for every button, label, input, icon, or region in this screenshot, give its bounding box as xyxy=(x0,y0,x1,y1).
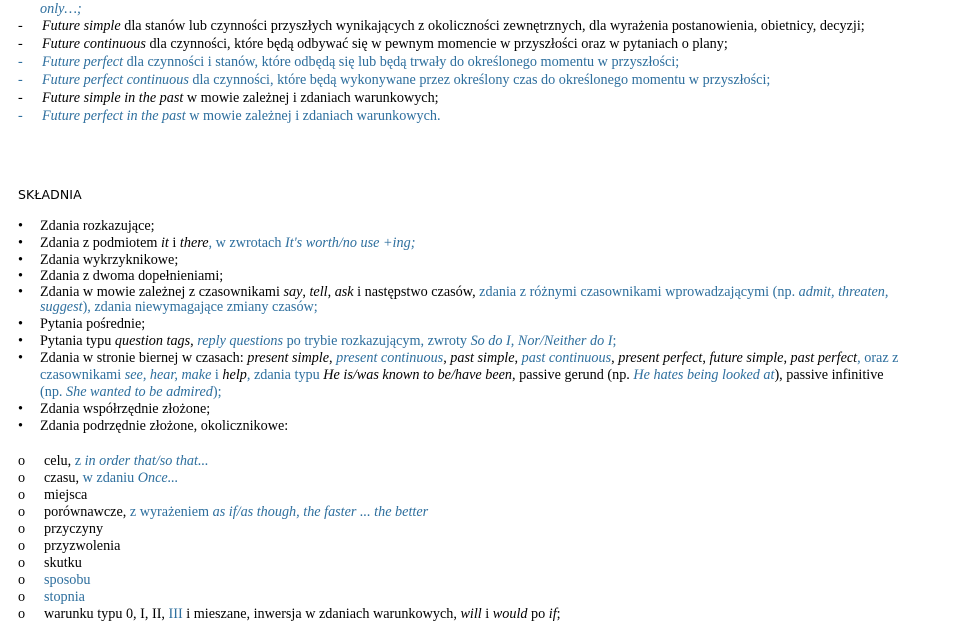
text: i mieszane, inwersja w zdaniach warunkowych, xyxy=(182,606,461,622)
text: Zdania w mowie zależnej z czasownikami xyxy=(40,284,284,300)
dash: - xyxy=(18,36,23,52)
bullet-text: Zdania z dwoma dopełnieniami; xyxy=(40,268,224,284)
text: So do I, Nor/Neither do I xyxy=(470,333,613,349)
text: , oraz z xyxy=(857,350,899,366)
bullet-text: Zdania wykrzyknikowe; xyxy=(40,252,179,268)
bullet-item xyxy=(18,252,178,269)
bullet-item xyxy=(18,401,210,418)
text: , passive gerund (np. xyxy=(512,367,634,383)
text: , xyxy=(611,350,619,366)
text: He is/was known to be/have been xyxy=(323,367,513,383)
sub-item xyxy=(18,572,91,589)
bullet-icon: • xyxy=(18,350,23,366)
text: czasu, xyxy=(44,470,83,486)
text: ; xyxy=(556,606,561,622)
bullet-text: Zdania podrzędnie złożone, okolicznikowe: xyxy=(40,418,289,434)
sub-bullet-icon: o xyxy=(18,606,26,622)
sub-item xyxy=(18,589,85,606)
text: suggest xyxy=(40,299,83,315)
bullet-text: Pytania pośrednie; xyxy=(40,316,146,332)
text: , xyxy=(190,333,198,349)
tense-name: Future perfect xyxy=(42,54,124,70)
text: z xyxy=(74,453,85,469)
tense-line-future-continuous xyxy=(18,36,728,53)
sub-bullet-icon: o xyxy=(18,589,26,605)
text: will xyxy=(460,606,482,622)
text: , xyxy=(329,350,337,366)
text: , xyxy=(702,350,710,366)
bullet-icon: • xyxy=(18,401,23,417)
dash: - xyxy=(18,90,23,106)
text: stopnia xyxy=(44,589,85,605)
sub-item xyxy=(18,521,103,538)
text: sposobu xyxy=(44,572,91,588)
sub-item xyxy=(18,606,561,623)
text: past simple xyxy=(450,350,515,366)
tense-name: Future simple in the past xyxy=(42,90,184,106)
text: przyczyny xyxy=(44,521,104,537)
text: po trybie rozkazującym, zwroty xyxy=(283,333,471,349)
text: past perfect xyxy=(790,350,858,366)
bullet-icon: • xyxy=(18,333,23,349)
tense-desc: w mowie zależnej i zdaniach warunkowych. xyxy=(185,108,441,124)
text: po xyxy=(527,606,549,622)
text: see, hear, make xyxy=(124,367,212,383)
tense-desc: w mowie zależnej i zdaniach warunkowych; xyxy=(183,90,439,106)
text: (np. xyxy=(40,384,67,400)
text: past continuous xyxy=(521,350,612,366)
sub-bullet-icon: o xyxy=(18,453,26,469)
tense-line-future-simple xyxy=(18,18,865,35)
tense-desc: dla czynności i stanów, które odbędą się lub będą trwały do określonego momentu w przyszłości; xyxy=(123,54,680,70)
text: , zdania typu xyxy=(246,367,324,383)
text: , w zwrotach xyxy=(208,235,285,251)
bullet-item xyxy=(18,218,155,235)
text: Once... xyxy=(137,470,179,486)
dash: - xyxy=(18,18,23,34)
sub-item xyxy=(18,453,209,470)
text: miejsca xyxy=(44,487,88,503)
bullet-icon: • xyxy=(18,316,23,332)
text: help xyxy=(222,367,247,383)
text: it xyxy=(160,235,169,251)
text: skutku xyxy=(44,555,82,571)
sub-bullet-icon: o xyxy=(18,470,26,486)
text: i xyxy=(168,235,180,251)
dash: - xyxy=(18,54,23,70)
bullet-icon: • xyxy=(18,235,23,251)
text: question tags xyxy=(114,333,191,349)
text: if xyxy=(548,606,557,622)
tense-name: Future simple xyxy=(42,18,121,34)
text: in order that/so that... xyxy=(84,453,209,469)
section-heading: SKŁADNIA xyxy=(18,187,82,202)
tense-name: Future continuous xyxy=(42,36,146,52)
text: ), zdania niewymagające zmiany czasów; xyxy=(82,299,318,315)
tense-name: Future perfect continuous xyxy=(42,72,189,88)
bullet-continuation xyxy=(40,384,222,401)
tense-line-future-perfect xyxy=(18,54,679,71)
tense-line-future-simple-past xyxy=(18,90,439,107)
text: ); xyxy=(212,384,222,400)
sub-bullet-icon: o xyxy=(18,555,26,571)
text: there xyxy=(179,235,209,251)
text: ), passive infinitive xyxy=(774,367,884,383)
tense-desc: dla stanów lub czynności przyszłych wynikających z okoliczności zewnętrznych, dla wyrażenia postanowienia, obietnicy, decyzji; xyxy=(120,18,865,34)
bullet-continuation xyxy=(40,299,318,316)
sub-bullet-icon: o xyxy=(18,538,26,554)
bullet-icon: • xyxy=(18,218,23,234)
text: czasownikami xyxy=(40,367,125,383)
bullet-item xyxy=(18,235,415,252)
tense-name: Future perfect in the past xyxy=(42,108,186,124)
text: as if/as though, the faster ... the better xyxy=(212,504,429,520)
dash: - xyxy=(18,108,23,124)
text: z wyrażeniem xyxy=(129,504,213,520)
text: , xyxy=(302,284,310,300)
text: would xyxy=(492,606,528,622)
text: i xyxy=(211,367,223,383)
sub-item xyxy=(18,538,120,555)
text: ask xyxy=(334,284,354,300)
text: , xyxy=(443,350,451,366)
sub-bullet-icon: o xyxy=(18,572,26,588)
sub-item xyxy=(18,470,178,487)
bullet-icon: • xyxy=(18,252,23,268)
text: He hates being looked at xyxy=(633,367,775,383)
text: ; xyxy=(612,333,617,349)
text: Zdania w stronie biernej w czasach: xyxy=(40,350,248,366)
tense-line-future-perfect-past xyxy=(18,108,441,125)
bullet-text: Zdania rozkazujące; xyxy=(40,218,155,234)
text: present simple xyxy=(247,350,330,366)
text: , xyxy=(327,284,335,300)
tense-line-future-perfect-continuous xyxy=(18,72,770,89)
tense-desc: dla czynności, które będą wykonywane przez określony czas do określonego momentu w przyszłości; xyxy=(188,72,771,88)
text: i następstwo czasów, xyxy=(353,284,480,300)
bullet-item xyxy=(18,268,223,285)
text: Pytania typu xyxy=(40,333,115,349)
sub-bullet-icon: o xyxy=(18,487,26,503)
text: , xyxy=(783,350,791,366)
text: warunku typu 0, I, II, xyxy=(44,606,169,622)
sub-item xyxy=(18,555,82,572)
text: celu, xyxy=(44,453,75,469)
sub-bullet-icon: o xyxy=(18,504,26,520)
sub-item xyxy=(18,504,428,521)
intro-tail: only…; xyxy=(40,1,82,17)
text: admit, threaten, xyxy=(798,284,889,300)
bullet-icon: • xyxy=(18,268,23,284)
text: przyzwolenia xyxy=(44,538,121,554)
bullet-item xyxy=(18,350,898,367)
text: Zdania z podmiotem xyxy=(40,235,161,251)
dash: - xyxy=(18,72,23,88)
bullet-text: Zdania współrzędnie złożone; xyxy=(40,401,211,417)
text: She wanted to be admired xyxy=(66,384,213,400)
text: porównawcze, xyxy=(44,504,130,520)
bullet-continuation xyxy=(40,367,884,384)
text: tell xyxy=(309,284,328,300)
bullet-icon: • xyxy=(18,418,23,434)
bullet-item xyxy=(18,316,145,333)
text: w zdaniu xyxy=(82,470,138,486)
text: future simple xyxy=(709,350,784,366)
tense-desc: dla czynności, które będą odbywać się w pewnym momencie w przyszłości oraz w pytaniach o plany; xyxy=(145,36,728,52)
text: It's worth/no use +ing; xyxy=(284,235,416,251)
sub-bullet-icon: o xyxy=(18,521,26,537)
bullet-item xyxy=(18,333,616,350)
text: i xyxy=(481,606,493,622)
text: , xyxy=(514,350,522,366)
text: reply questions xyxy=(197,333,284,349)
text: III xyxy=(168,606,183,622)
sub-item xyxy=(18,487,87,504)
text: present continuous xyxy=(336,350,444,366)
text: say xyxy=(283,284,303,300)
text: present perfect xyxy=(618,350,703,366)
text: zdania z różnymi czasownikami wprowadzającymi (np. xyxy=(479,284,799,300)
bullet-item xyxy=(18,418,288,435)
bullet-icon: • xyxy=(18,284,23,300)
